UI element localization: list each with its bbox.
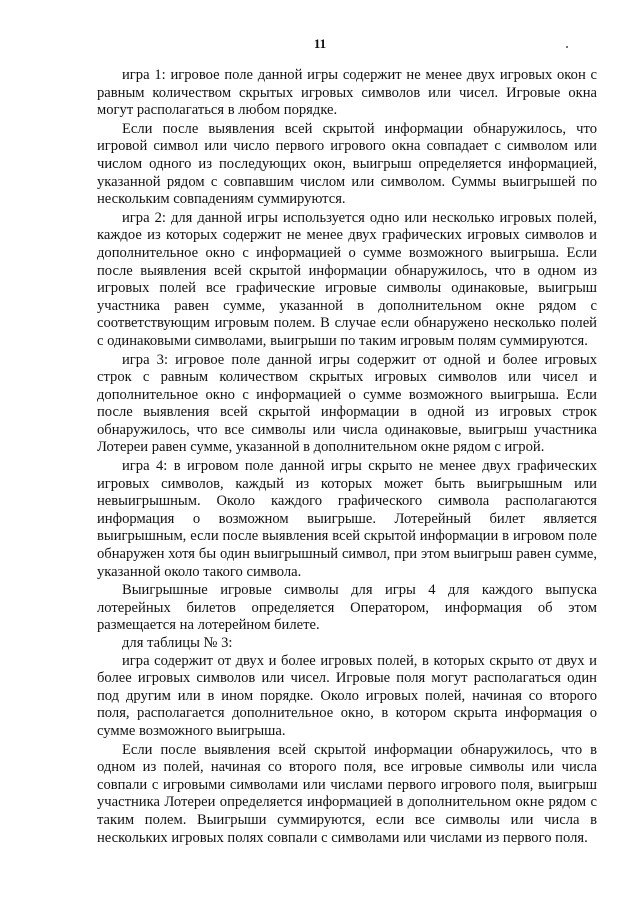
paragraph-game-1: игра 1: игровое поле данной игры содержит не менее двух игровых окон с равным количеством скрытых игровых символов или чисел. Игровые окна могут располагаться в любом порядке. xyxy=(97,67,597,119)
paragraph-table-3-game: игра содержит от двух и более игровых полей, в которых скрыто от двух и более игровых символов или чисел. Игровые поля могут располагаться один под другим или в ином порядке. Около игровых полей, начиная со второго поля, располагается дополнительное окно, в котором скрыта информация о сумме возможного выигрыша. xyxy=(97,652,597,739)
body-text xyxy=(97,67,597,847)
paragraph-game-4: игра 4: в игровом поле данной игры скрыто не менее двух графических игровых символов, каждый из которых может быть выигрышным или невыигрышным. Около каждого графического символа располагаются информация о возможном выигрыше. Лотерейный билет является выигрышным, если после выявления всей скрытой информации в игровом поле обнаружен хотя бы один выигрышный символ, при этом выигрыш равен сумме, указанной около такого символа. xyxy=(97,458,597,580)
paragraph-game-1-winning: Если после выявления всей скрытой информации обнаружилось, что игровой символ или число первого игрового окна совпадает с символом или числом одного из последующих окон, выигрыш определяется информацией, указанной рядом с совпавшим числом или символом. Суммы выигрышей по нескольким совпадениям суммируются. xyxy=(97,120,597,208)
page-number: 11 xyxy=(313,36,327,51)
paragraph-game-2: игра 2: для данной игры используется одно или несколько игровых полей, каждое из которых содержит не менее двух графических игровых символов и дополнительное окно с информацией о сумме возможного выигрыша. Если после выявления всей скрытой информации обнаружилось, что в одном из игровых полей все графические игровые символы одинаковые, выигрыш участника равен сумме, указанной в дополнительном окне рядом с соответствующим игровым полем. В случае если обнаружено несколько полей с одинаковыми символами, выигрыши по таким игровым полям суммируются. xyxy=(97,209,597,349)
paragraph-game-4-symbols: Выигрышные игровые символы для игры 4 для каждого выпуска лотерейных билетов определяется Оператором, информация об этом размещается на лотерейном билете. xyxy=(97,582,597,634)
paragraph-table-3-winning: Если после выявления всей скрытой информации обнаружилось, что в одном из полей, начиная со второго поля, все игровые символы или числа совпали с игровыми символами или числами первого игрового поля, выигрыш участника Лотереи определяется информацией в дополнительном окне рядом с таким полем. Выигрыши суммируются, если все символы или числа в нескольких игровых полях совпали с символами или числами из первого поля. xyxy=(97,741,597,846)
paragraph-table-3-heading: для таблицы № 3: xyxy=(122,635,233,651)
scan-mark xyxy=(566,46,568,48)
paragraph-game-3: игра 3: игровое поле данной игры содержит от одной и более игровых строк с равным количеством скрытых игровых символов или чисел и дополнительное окно с информацией о сумме возможного выигрыша. Если после выявления всей скрытой информации в одной из игровых строк обнаружилось, что все символы или числа одинаковые, выигрыш участника Лотереи равен сумме, указанной в дополнительном окне рядом с игрой. xyxy=(97,351,597,456)
